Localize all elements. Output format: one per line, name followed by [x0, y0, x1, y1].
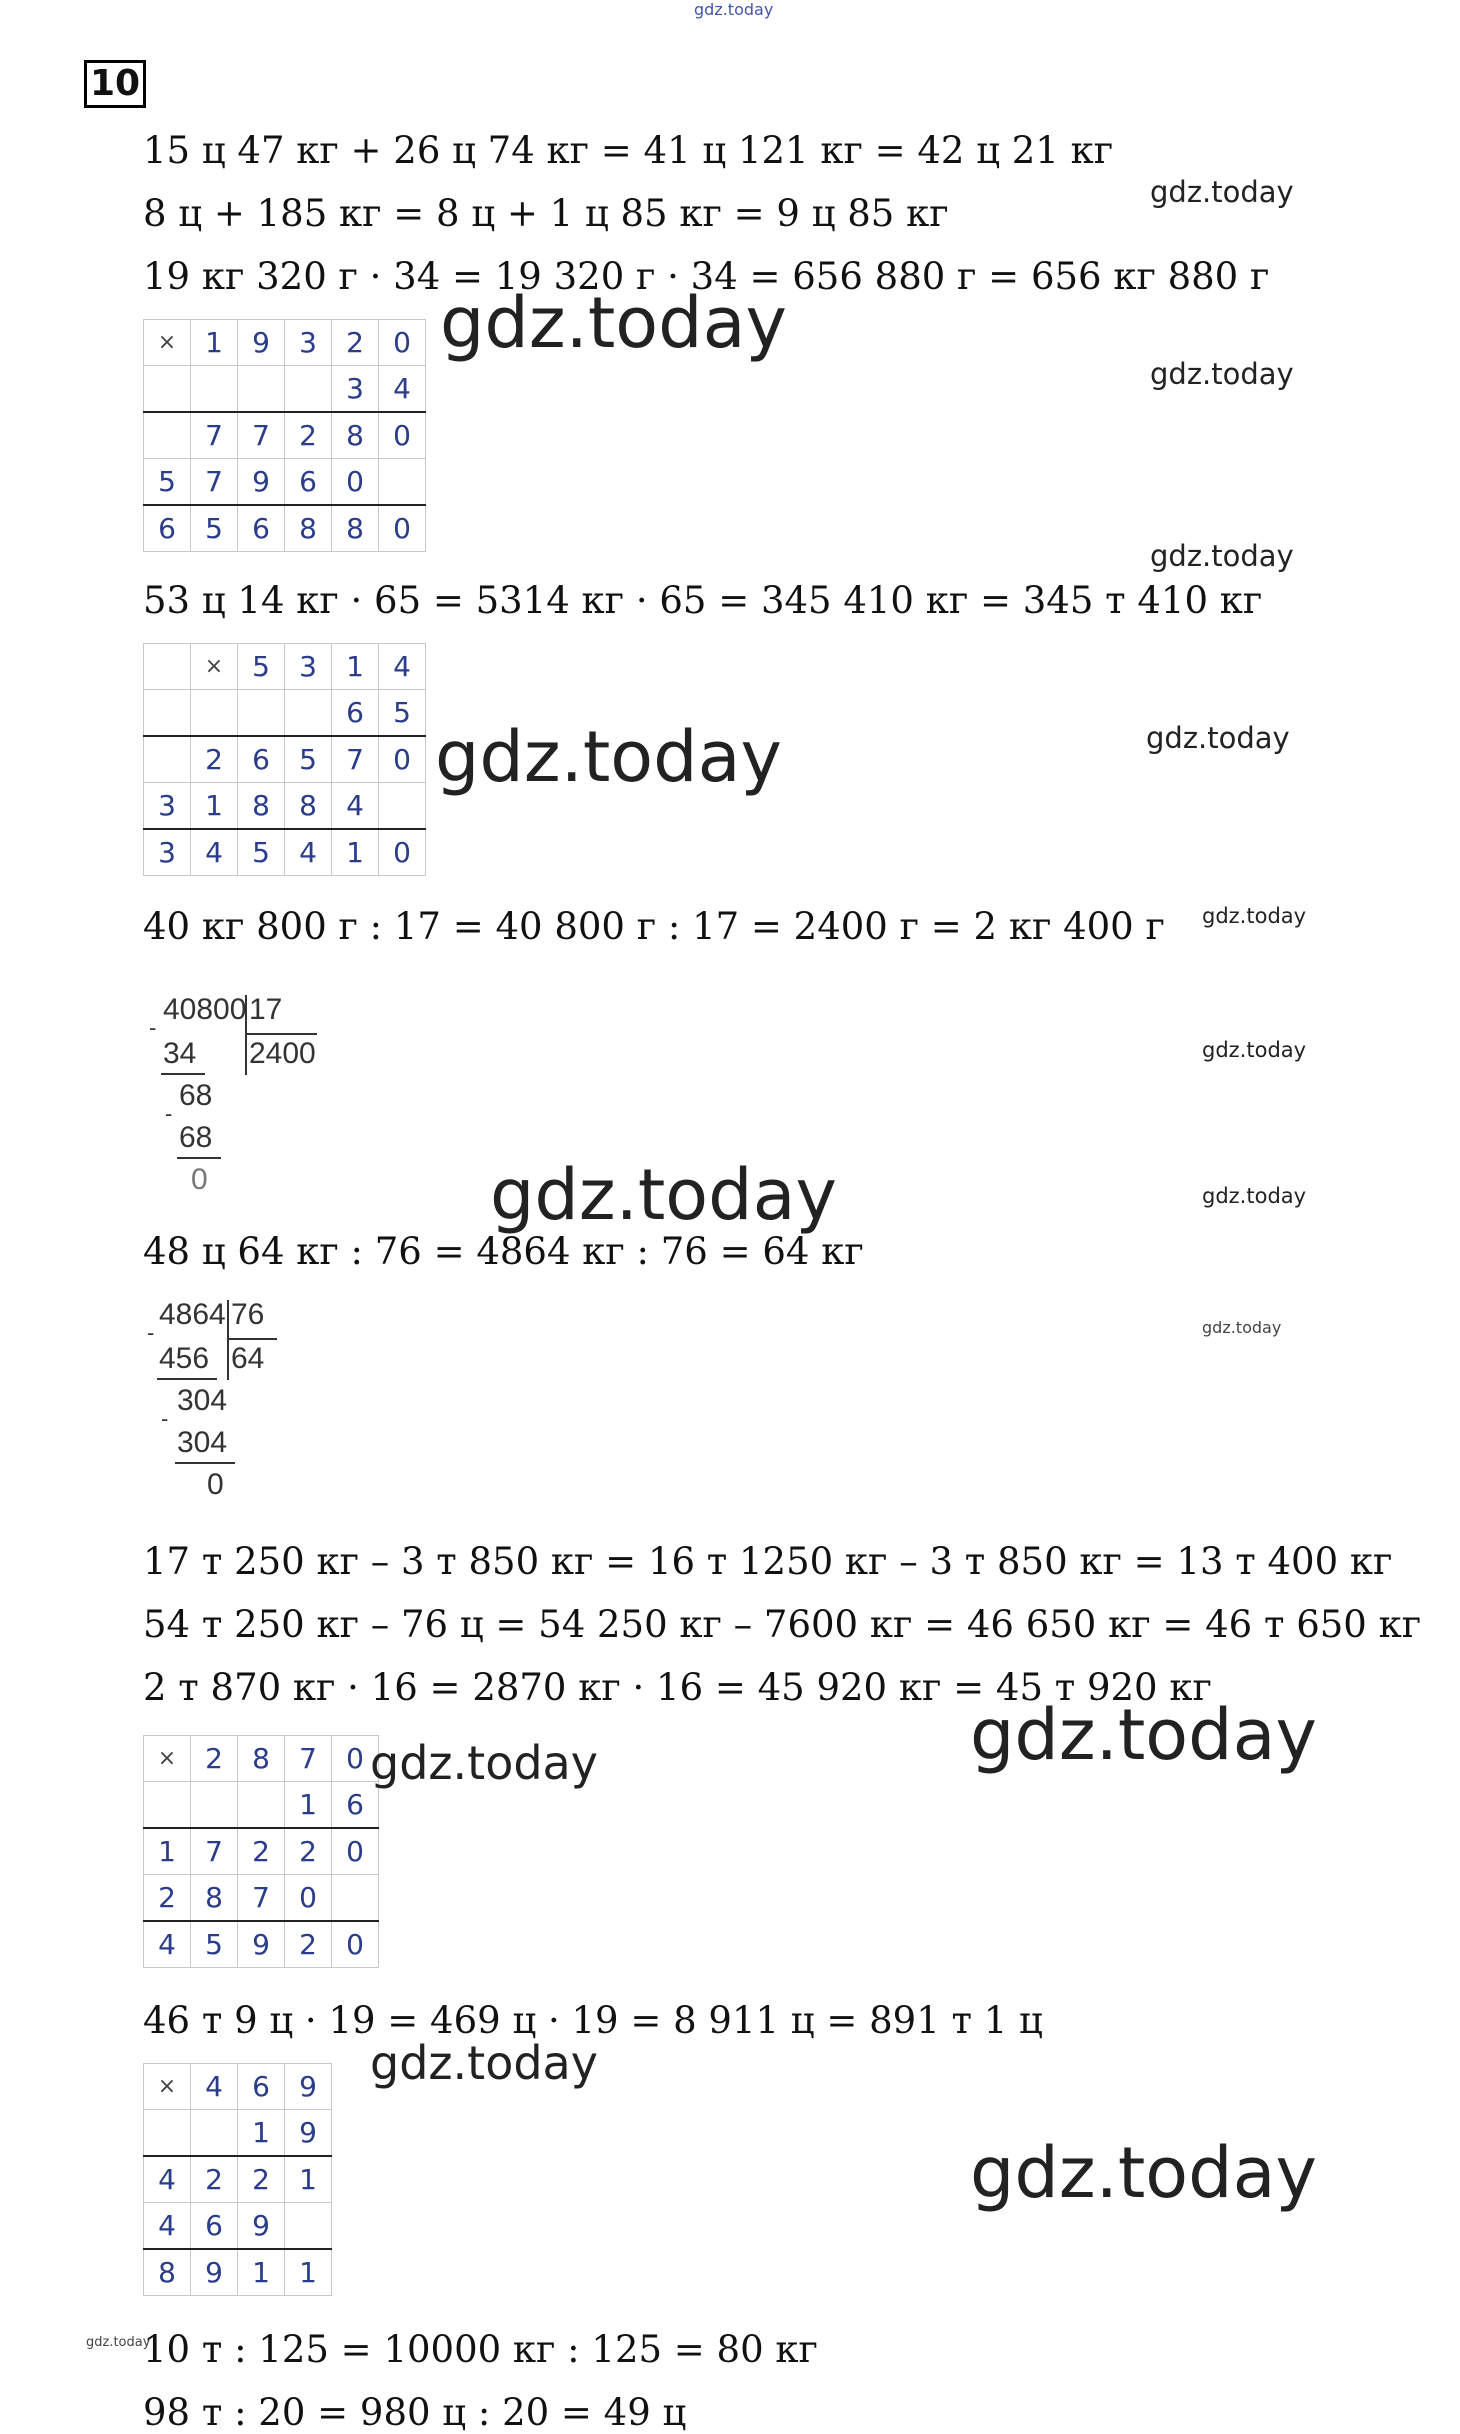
- grid-cell: 2: [144, 1875, 191, 1922]
- division-subtrahend: 68: [179, 1121, 213, 1154]
- grid-cell: 8: [144, 2249, 191, 2296]
- multiplication-grid-1: [143, 319, 426, 552]
- multiplication-grid-3: [143, 1735, 379, 1968]
- grid-cell: 7: [238, 412, 285, 459]
- grid-cell: [238, 690, 285, 737]
- equation-line-6: 48 ц 64 кг : 76 = 4864 кг : 76 = 64 кг: [143, 1230, 864, 1273]
- grid-cell: 7: [285, 1736, 332, 1782]
- equation-line-12: 98 т : 20 = 980 ц : 20 = 49 ц: [143, 2391, 687, 2434]
- grid-cell: 7: [238, 1875, 285, 1922]
- minus-sign: -: [149, 1015, 157, 1040]
- grid-cell: 3: [144, 783, 191, 830]
- grid-cell: 5: [238, 644, 285, 690]
- grid-cell: 6: [238, 2064, 285, 2110]
- division-divisor: 17: [249, 993, 283, 1026]
- grid-cell: 8: [285, 783, 332, 830]
- grid-cell: 4: [144, 1921, 191, 1968]
- grid-cell: 2: [191, 2156, 238, 2203]
- grid-cell: 9: [238, 1921, 285, 1968]
- header-watermark: gdz.today: [694, 0, 774, 19]
- grid-cell: 0: [379, 505, 426, 552]
- grid-cell: 4: [191, 2064, 238, 2110]
- grid-cell: [144, 412, 191, 459]
- grid-cell: 8: [332, 412, 379, 459]
- equation-line-5: 40 кг 800 г : 17 = 40 800 г : 17 = 2400 г = 2 кг 400 г: [143, 905, 1165, 948]
- grid-cell: [379, 783, 426, 830]
- grid-cell: 3: [285, 320, 332, 366]
- grid-cell: 9: [285, 2064, 332, 2110]
- grid-cell: 3: [285, 644, 332, 690]
- grid-cell: [144, 366, 191, 413]
- grid-cell: 7: [332, 736, 379, 783]
- grid-cell: 4: [144, 2203, 191, 2250]
- grid-cell: 6: [332, 1782, 379, 1829]
- grid-cell: 0: [379, 320, 426, 366]
- grid-cell: 0: [332, 459, 379, 506]
- grid-cell: [144, 2110, 191, 2157]
- grid-cell: 5: [144, 459, 191, 506]
- grid-cell: [238, 1782, 285, 1829]
- grid-cell: [144, 644, 191, 690]
- grid-cell: 9: [238, 459, 285, 506]
- grid-cell: 0: [379, 736, 426, 783]
- minus-sign: -: [161, 1406, 169, 1431]
- grid-cell: 6: [332, 690, 379, 737]
- grid-cell: 4: [379, 366, 426, 413]
- grid-cell: 1: [285, 2249, 332, 2296]
- watermark-text: gdz.today: [370, 2036, 598, 2090]
- grid-cell: [238, 366, 285, 413]
- grid-cell: [285, 690, 332, 737]
- grid-cell: [191, 690, 238, 737]
- grid-cell: 0: [379, 412, 426, 459]
- grid-cell: 6: [238, 505, 285, 552]
- watermark-text: gdz.today: [1150, 357, 1294, 391]
- grid-cell: [285, 366, 332, 413]
- grid-cell: 1: [191, 783, 238, 830]
- equation-line-11: 10 т : 125 = 10000 кг : 125 = 80 кг: [143, 2328, 818, 2371]
- grid-cell: 1: [285, 1782, 332, 1829]
- long-division-2: [145, 1300, 325, 1520]
- division-dividend: 4864: [159, 1298, 226, 1331]
- grid-cell: 2: [191, 1736, 238, 1782]
- watermark-text: gdz.today: [1202, 1184, 1307, 1208]
- division-bar: [161, 1073, 205, 1075]
- division-bar: [157, 1378, 217, 1380]
- watermark-text: gdz.today: [970, 1694, 1317, 1776]
- division-final: 0: [207, 1468, 224, 1501]
- grid-cell: 2: [238, 2156, 285, 2203]
- equation-line-10: 46 т 9 ц · 19 = 469 ц · 19 = 8 911 ц = 891 т 1 ц: [143, 1999, 1043, 2042]
- watermark-text: gdz.today: [1202, 1318, 1282, 1337]
- grid-cell: 1: [332, 644, 379, 690]
- watermark-text: gdz.today: [1146, 721, 1290, 755]
- watermark-text: gdz.today: [970, 2132, 1317, 2214]
- grid-cell: 4: [285, 829, 332, 876]
- watermark-text: gdz.today: [435, 716, 782, 798]
- grid-cell: 1: [238, 2249, 285, 2296]
- equation-line-2: 8 ц + 185 кг = 8 ц + 1 ц 85 кг = 9 ц 85 кг: [143, 192, 949, 235]
- division-subtrahend: 34: [163, 1037, 197, 1070]
- grid-cell: 8: [238, 783, 285, 830]
- division-remainder: 68: [179, 1079, 213, 1112]
- grid-cell: 9: [285, 2110, 332, 2157]
- grid-cell: 0: [379, 829, 426, 876]
- grid-cell: [191, 366, 238, 413]
- grid-cell: 1: [285, 2156, 332, 2203]
- division-dividend: 40800: [163, 993, 247, 1026]
- grid-cell: 7: [191, 459, 238, 506]
- grid-cell: [191, 2110, 238, 2157]
- grid-cell: 5: [379, 690, 426, 737]
- equation-line-8: 54 т 250 кг – 76 ц = 54 250 кг – 7600 кг = 46 650 кг = 46 т 650 кг: [143, 1603, 1422, 1646]
- grid-cell: 0: [332, 1736, 379, 1782]
- grid-cell: 2: [238, 1828, 285, 1875]
- grid-cell: 1: [238, 2110, 285, 2157]
- grid-cell: ×: [144, 2064, 191, 2110]
- division-quotient: 2400: [249, 1037, 316, 1070]
- grid-cell: 0: [332, 1828, 379, 1875]
- watermark-text: gdz.today: [86, 2335, 151, 2350]
- equation-line-3: 19 кг 320 г · 34 = 19 320 г · 34 = 656 880 г = 656 кг 880 г: [143, 255, 1270, 298]
- watermark-text: gdz.today: [440, 282, 787, 364]
- grid-cell: [191, 1782, 238, 1829]
- division-bar: [175, 1462, 235, 1464]
- minus-sign: -: [165, 1101, 173, 1126]
- grid-cell: 2: [285, 1921, 332, 1968]
- grid-cell: 5: [191, 505, 238, 552]
- grid-cell: 4: [144, 2156, 191, 2203]
- grid-cell: 8: [285, 505, 332, 552]
- watermark-text: gdz.today: [1150, 539, 1294, 573]
- division-bar: [245, 995, 247, 1075]
- grid-cell: 3: [332, 366, 379, 413]
- grid-cell: 2: [285, 412, 332, 459]
- grid-cell: 7: [191, 1828, 238, 1875]
- grid-cell: 9: [238, 2203, 285, 2250]
- grid-cell: ×: [144, 320, 191, 366]
- grid-cell: 6: [191, 2203, 238, 2250]
- grid-cell: 1: [332, 829, 379, 876]
- grid-cell: 6: [238, 736, 285, 783]
- division-bar: [245, 1033, 317, 1035]
- grid-cell: 2: [285, 1828, 332, 1875]
- division-bar: [227, 1338, 277, 1340]
- grid-cell: 1: [144, 1828, 191, 1875]
- grid-cell: 6: [144, 505, 191, 552]
- watermark-text: gdz.today: [1202, 1038, 1307, 1062]
- equation-line-7: 17 т 250 кг – 3 т 850 кг = 16 т 1250 кг – 3 т 850 кг = 13 т 400 кг: [143, 1540, 1393, 1583]
- grid-cell: 6: [285, 459, 332, 506]
- division-bar: [177, 1157, 221, 1159]
- grid-cell: [144, 1782, 191, 1829]
- grid-cell: 3: [144, 829, 191, 876]
- grid-cell: 2: [191, 736, 238, 783]
- grid-cell: 8: [332, 505, 379, 552]
- grid-cell: 8: [191, 1875, 238, 1922]
- grid-cell: 9: [238, 320, 285, 366]
- multiplication-grid-2: [143, 643, 426, 876]
- division-subtrahend: 304: [177, 1426, 228, 1459]
- equation-line-4: 53 ц 14 кг · 65 = 5314 кг · 65 = 345 410 кг = 345 т 410 кг: [143, 579, 1263, 622]
- grid-cell: 5: [285, 736, 332, 783]
- long-division-1: [145, 995, 325, 1215]
- division-remainder: 304: [177, 1384, 228, 1417]
- task-number-badge: 10: [84, 60, 146, 108]
- grid-cell: 7: [191, 412, 238, 459]
- grid-cell: 0: [285, 1875, 332, 1922]
- minus-sign: -: [147, 1320, 155, 1345]
- grid-cell: [144, 690, 191, 737]
- equation-line-9: 2 т 870 кг · 16 = 2870 кг · 16 = 45 920 кг = 45 т 920 кг: [143, 1666, 1212, 1709]
- grid-cell: 5: [191, 1921, 238, 1968]
- grid-cell: [285, 2203, 332, 2250]
- grid-cell: 8: [238, 1736, 285, 1782]
- multiplication-grid-4: [143, 2063, 332, 2296]
- watermark-text: gdz.today: [490, 1154, 837, 1236]
- grid-cell: 4: [379, 644, 426, 690]
- division-quotient: 64: [231, 1342, 265, 1375]
- grid-cell: 9: [191, 2249, 238, 2296]
- watermark-text: gdz.today: [1202, 904, 1307, 928]
- grid-cell: 1: [191, 320, 238, 366]
- grid-cell: ×: [144, 1736, 191, 1782]
- grid-cell: 4: [191, 829, 238, 876]
- division-subtrahend: 456: [159, 1342, 210, 1375]
- watermark-text: gdz.today: [370, 1736, 598, 1790]
- grid-cell: 4: [332, 783, 379, 830]
- division-divisor: 76: [231, 1298, 265, 1331]
- grid-cell: 0: [332, 1921, 379, 1968]
- grid-cell: [332, 1875, 379, 1922]
- grid-cell: [379, 459, 426, 506]
- grid-cell: ×: [191, 644, 238, 690]
- grid-cell: 2: [332, 320, 379, 366]
- watermark-text: gdz.today: [1150, 175, 1294, 209]
- grid-cell: 5: [238, 829, 285, 876]
- division-final: 0: [191, 1163, 208, 1196]
- grid-cell: [144, 736, 191, 783]
- equation-line-1: 15 ц 47 кг + 26 ц 74 кг = 41 ц 121 кг = 42 ц 21 кг: [143, 129, 1114, 172]
- division-bar: [227, 1300, 229, 1380]
